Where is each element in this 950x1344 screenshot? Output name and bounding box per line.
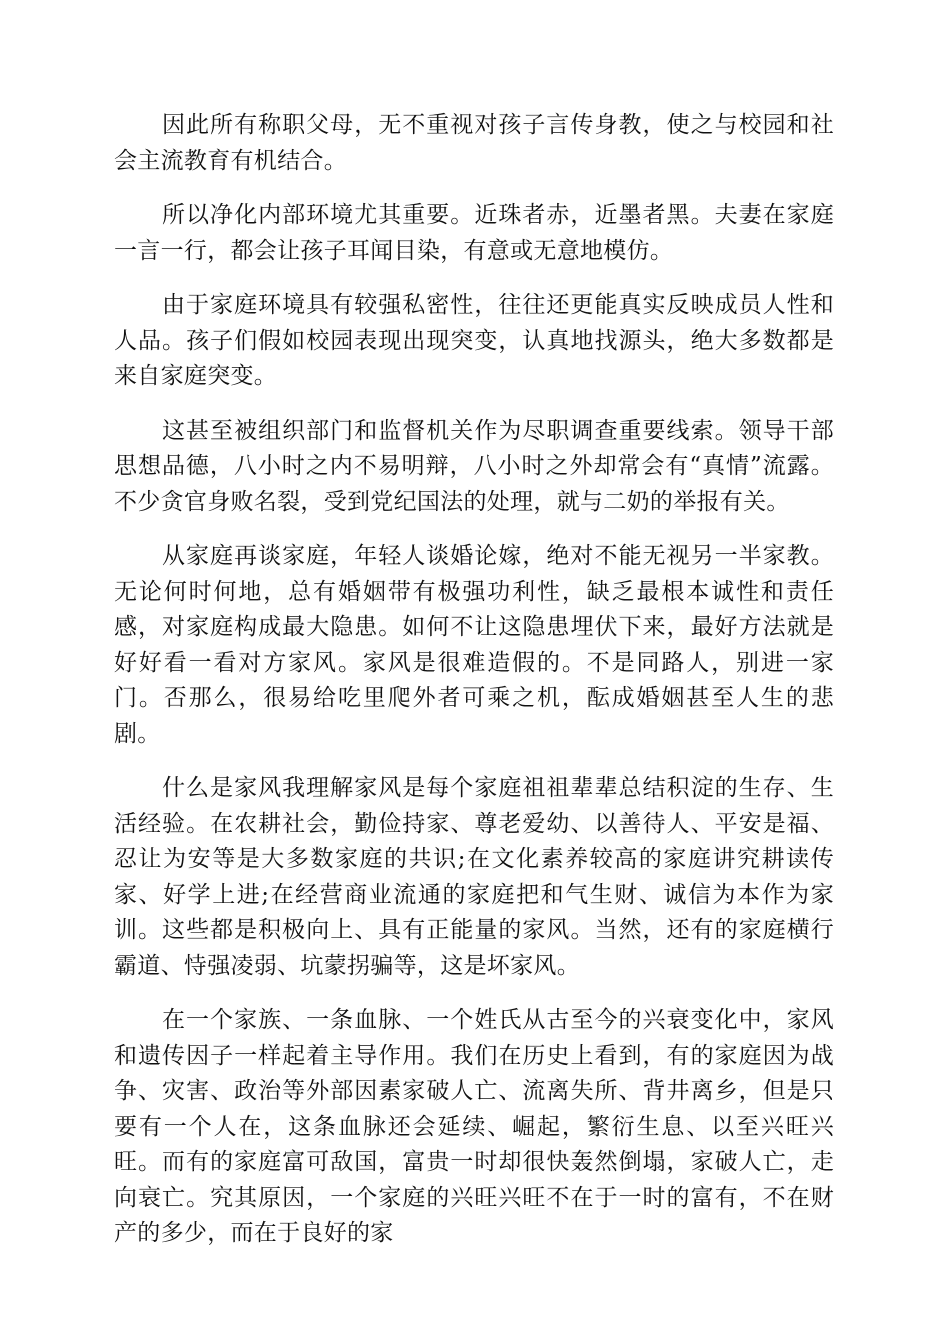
paragraph-6: 什么是家风我理解家风是每个家庭祖祖辈辈总结积淀的生存、生活经验。在农耕社会，勤俭持家、尊老爱幼、以善待人、平安是福、忍让为安等是大多数家庭的共识;在文化素养较高的家庭讲究耕读传家、好学上进;在经营商业流通的家庭把和气生财、诚信为本作为家训。这些都是积极向上、具有正能量的家风。当然，还有的家庭横行霸道、恃强凌弱、坑蒙拐骗等，这是坏家风。 xyxy=(114,775,834,979)
paragraph-5: 从家庭再谈家庭，年轻人谈婚论嫁，绝对不能无视另一半家教。无论何时何地，总有婚姻带有极强功利性，缺乏最根本诚性和责任感，对家庭构成最大隐患。如何不让这隐患埋伏下来，最好方法就是好好看一看对方家风。家风是很难造假的。不是同路人，别进一家门。否那么，很易给吃里爬外者可乘之机，酝成婚姻甚至人生的悲剧。 xyxy=(114,543,834,747)
paragraph-4: 这甚至被组织部门和监督机关作为尽职调查重要线索。领导干部思想品德，八小时之内不易明辩，八小时之外却常会有“真情”流露。不少贪官身败名裂，受到党纪国法的处理，就与二奶的举报有关。 xyxy=(114,417,834,515)
paragraph-7: 在一个家族、一条血脉、一个姓氏从古至今的兴衰变化中，家风和遗传因子一样起着主导作用。我们在历史上看到，有的家庭因为战争、灾害、政治等外部因素家破人亡、流离失所、背井离乡，但是只要有一个人在，这条血脉还会延续、崛起，繁衍生息、以至兴旺兴旺。而有的家庭富可敌国，富贵一时却很快轰然倒塌，家破人亡，走向衰亡。究其原因，一个家庭的兴旺兴旺不在于一时的富有，不在财产的多少，而在于良好的家 xyxy=(114,1007,834,1246)
paragraph-3: 由于家庭环境具有较强私密性，往往还更能真实反映成员人性和人品。孩子们假如校园表现出现突变，认真地找源头，绝大多数都是来自家庭突变。 xyxy=(114,292,834,389)
document-body xyxy=(114,108,834,1271)
paragraph-2: 所以净化内部环境尤其重要。近珠者赤，近墨者黑。夫妻在家庭一言一行，都会让孩子耳闻目染，有意或无意地模仿。 xyxy=(114,202,834,264)
paragraph-1: 因此所有称职父母，无不重视对孩子言传身教，使之与校园和社会主流教育有机结合。 xyxy=(114,112,834,174)
